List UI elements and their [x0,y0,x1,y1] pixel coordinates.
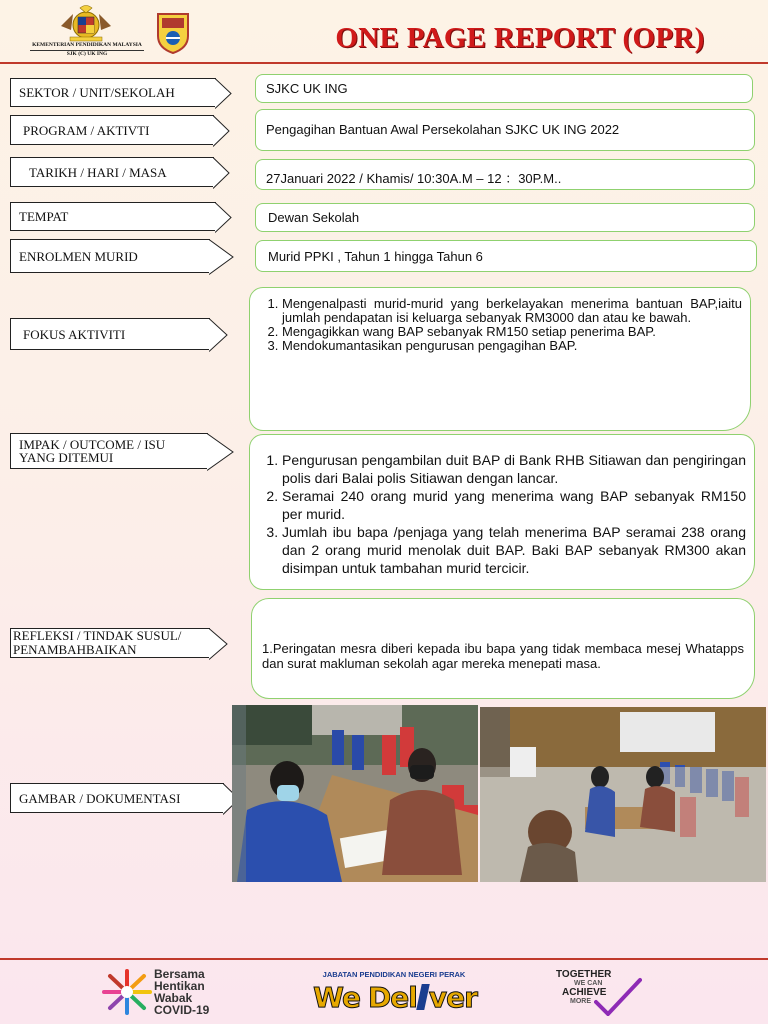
ministry-name: KEMENTERIAN PENDIDIKAN MALAYSIA [32,42,142,48]
school-name-small: SJK (C) UK ING [66,51,108,57]
value-tarikh [255,159,755,190]
together-line: TOGETHER [556,969,612,980]
together-line: MORE [570,998,591,1005]
deliver-del: Del [367,980,417,1014]
jpn-text: JABATAN PENDIDIKAN NEGERI PERAK [322,970,466,979]
impact-item: 1. Pengurusan pengambilan duit BAP di Bank RHB Sitiawan dan pengiringan polis dari Balai polis Sitiawan dengan lancar. [282,451,746,487]
value-tarikh-text: 27Januari 2022 / Khamis/ 10:30A.M – 12 ：30P.M.. [266,171,562,186]
deliver-ver: ver [428,980,477,1014]
value-enrolmen [255,240,757,272]
covid-line: Hentikan [154,979,205,993]
label-program [10,115,214,145]
value-sektor-text: SJKC UK ING [266,81,348,96]
arrow-head-icon [213,115,230,147]
arrow-head-icon [209,628,228,660]
label-sektor [10,78,216,107]
deliver-we: We [313,980,360,1014]
we-deliver-logo [300,980,490,1014]
label-impact-line2: YANG DITEMUI [19,450,114,465]
arrow-head-icon [213,157,230,189]
covid-line: Bersama [154,967,205,981]
covid-campaign-text [154,968,209,1016]
together-line: WE CAN [574,980,603,987]
label-enrolmen-text: ENROLMEN MURID [19,248,138,264]
value-enrolmen-text: Murid PPKI , Tahun 1 hingga Tahun 6 [268,249,483,264]
ministry-crest-logo [56,4,116,42]
arrow-head-icon [209,239,234,275]
label-program-text: PROGRAM / AKTIVTI [23,122,150,138]
label-reflection-line2: PENAMBAHBAIKAN [13,642,137,657]
header-divider [0,62,768,64]
arrow-head-icon [207,433,234,471]
label-impact-line1: IMPAK / OUTCOME / ISU [19,437,166,452]
arrow-head-icon [215,202,232,233]
impact-item: 3. Jumlah ibu bapa /penjaga yang telah menerima BAP seramai 238 orang dan 2 orang murid menolak duit BAP. Baki BAP sebanyak RM300 akan disimpan untuk tambahan murid tercicir. [282,523,746,577]
label-focus [10,318,210,350]
value-tempat [255,203,755,232]
covid-line: Wabak [154,991,193,1005]
value-focus [249,287,751,431]
label-tempat-text: TEMPAT [19,209,69,224]
photo-school-hall [480,707,766,882]
label-tarikh-text: TARIKH / HARI / MASA [29,164,167,180]
impact-list [258,451,746,577]
impact-item: 2. Seramai 240 orang murid yang menerima wang BAP sebanyak RM150 per murid. [282,487,746,523]
value-sektor [255,74,753,103]
focus-item: 3. Mendokumantasikan pengurusan pengagihan BAP. [282,339,742,353]
checkmark-icon [594,976,642,1016]
together-logo [556,970,646,1018]
label-tarikh [10,157,214,187]
label-focus-text: FOKUS AKTIVITI [23,326,126,342]
label-impact [10,433,208,469]
label-tempat [10,202,216,231]
value-tempat-text: Dewan Sekolah [268,210,360,225]
label-reflection [10,628,210,658]
focus-item: 1. Mengenalpasti murid-murid yang berkelayakan menerima bantuan BAP,iaitu jumlah pendapatan isi keluarga sebanyak RM3000 dan atau ke bawah. [282,297,742,325]
covid-line: COVID-19 [154,1003,210,1017]
together-line: ACHIEVE [562,987,607,998]
arrow-head-icon [215,78,232,109]
value-impact [249,434,755,590]
photo-distribution-table [232,705,478,882]
label-gallery [10,783,224,813]
value-program-text: Pengagihan Bantuan Awal Persekolahan SJKC UK ING 2022 [266,122,620,137]
label-sektor-text: SEKTOR / UNIT/SEKOLAH [19,85,175,100]
covid-sun-icon [100,968,154,1016]
school-badge-logo [156,12,190,54]
footer-divider [0,958,768,960]
focus-item: 2. Mengagikkan wang BAP sebanyak RM150 setiap penerima BAP. [282,325,742,339]
focus-list [258,297,742,353]
page-title: ONE PAGE REPORT (OPR) [335,22,705,54]
label-enrolmen [10,239,210,273]
arrow-head-icon [209,318,228,352]
reflection-text: 1.Peringatan mesra diberi kepada ibu bapa yang tidak membaca mesej Whatapps dan surat makluman sekolah agar mereka menepati masa. [262,641,744,671]
deliver-i-icon [416,984,430,1010]
label-gallery-text: GAMBAR / DOKUMENTASI [19,790,181,806]
value-reflection [251,598,755,699]
value-program [255,109,755,151]
label-reflection-line1: REFLEKSI / TINDAK SUSUL/ [13,628,182,643]
